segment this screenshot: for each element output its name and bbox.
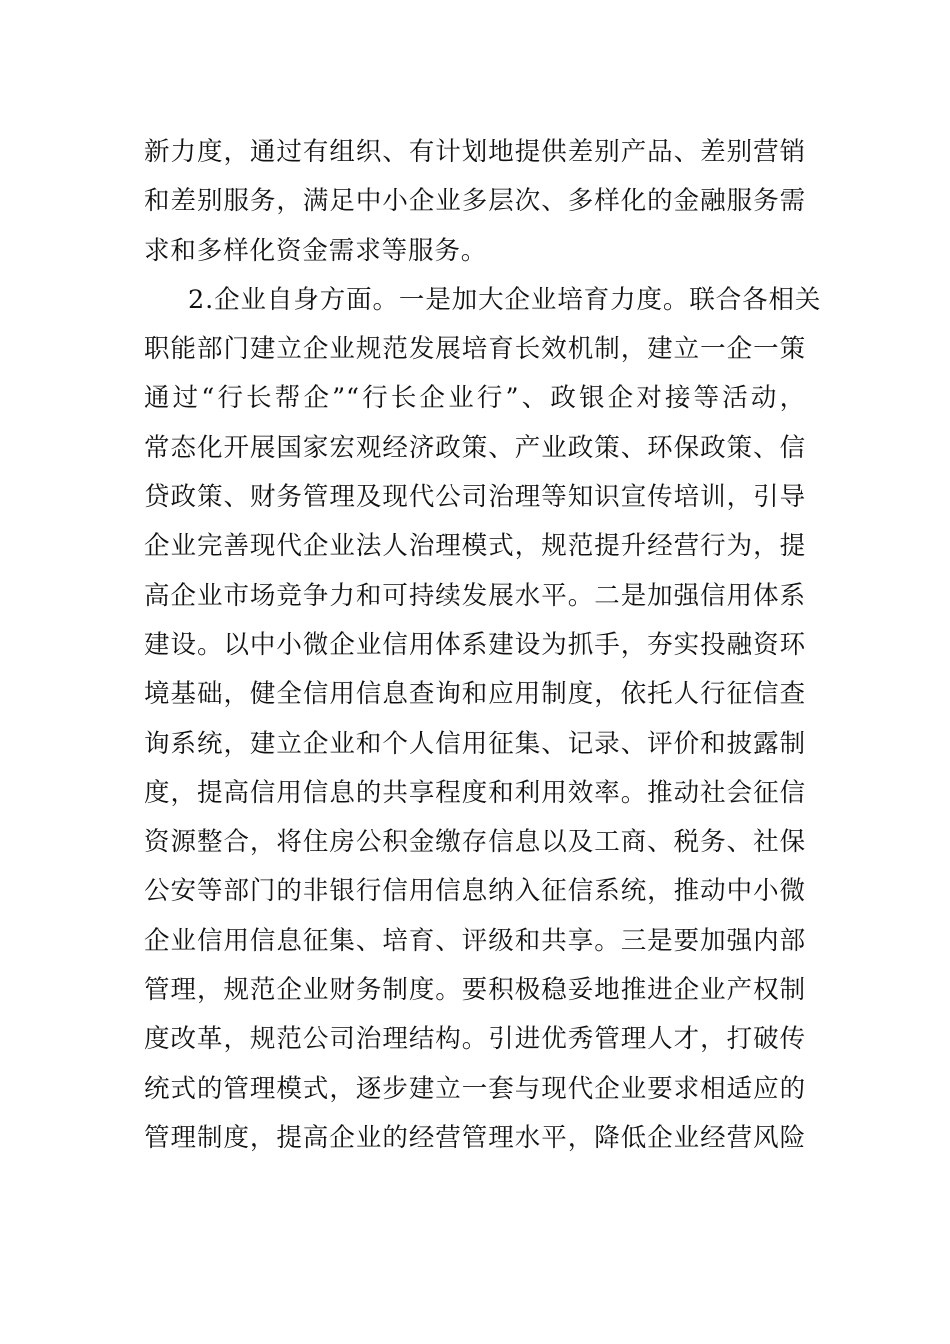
text-line-15: 资源整合，将住房公积金缴存信息以及工商、税务、社保 [144,827,806,858]
text-line-6: 通过“行长帮企”“行长企业行”、政银企对接等活动， [144,383,806,414]
text-line-19: 度改革，规范公司治理结构。引进优秀管理人才，打破传 [144,1024,806,1055]
text-line-2: 和差别服务，满足中小企业多层次、多样化的金融服务需 [144,186,806,217]
text-line-18: 管理，规范企业财务制度。要积极稳妥地推进企业产权制 [144,975,806,1006]
text-line-11: 建设。以中小微企业信用体系建设为抓手，夯实投融资环 [144,629,806,660]
text-line-14: 度，提高信用信息的共享程度和利用效率。推动社会征信 [144,777,806,808]
text-line-9: 企业完善现代企业法人治理模式，规范提升经营行为，提 [144,531,806,562]
text-line-8: 贷政策、财务管理及现代公司治理等知识宣传培训，引导 [144,482,806,513]
text-line-4: 2.企业自身方面。一是加大企业培育力度。联合各相关 [188,284,822,315]
body-text [144,128,822,1163]
text-line-10: 高企业市场竞争力和可持续发展水平。二是加强信用体系 [144,580,806,611]
text-line-3: 求和多样化资金需求等服务。 [144,235,488,266]
text-line-1: 新力度，通过有组织、有计划地提供差别产品、差别营销 [144,137,806,167]
text-line-5: 职能部门建立企业规范发展培育长效机制，建立一企一策 [144,334,806,365]
text-line-17: 企业信用信息征集、培育、评级和共享。三是要加强内部 [144,925,806,956]
text-line-7: 常态化开展国家宏观经济政策、产业政策、环保政策、信 [144,432,806,463]
text-line-21: 管理制度，提高企业的经营管理水平，降低企业经营风险 [144,1122,806,1153]
text-line-16: 公安等部门的非银行信用信息纳入征信系统，推动中小微 [144,876,806,907]
text-line-12: 境基础，健全信用信息查询和应用制度，依托人行征信查 [144,679,806,710]
text-line-20: 统式的管理模式，逐步建立一套与现代企业要求相适应的 [144,1073,806,1104]
text-line-13: 询系统，建立企业和个人信用征集、记录、评价和披露制 [144,728,806,759]
